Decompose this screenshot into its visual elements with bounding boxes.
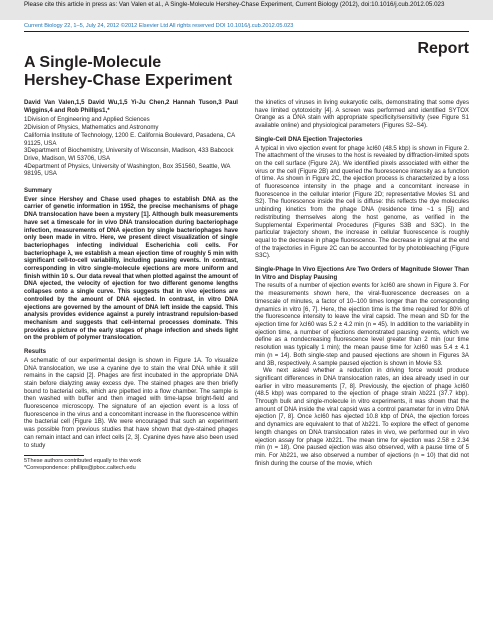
results-heading: Results <box>24 348 47 356</box>
results-paragraph-1: A schematic of our experimental design is shown in Figure 1A. To visualize DNA translocation, we use a cyanine dye to stain the viral DNA while it still remains in the capsid [2]. Phages are first incubated in the appropriate DNA stain before dialyzing away excess dye. The stained phages are then briefly bound to bacterial cells, which are pipetted into a flow chamber. The sample is then washed with buffer and then imaged with time-lapse bright-field and fluorescence microscopy. The signature of an ejection event is a loss of fluorescence in the virus and a concomitant increase in the fluorescence within the bacterial cell (Figure 1B). We were encouraged that such an experiment was possible from previous studies that have shown that dye-stained phages can remain intact and can infect cells [2, 3]. Cyanine dyes have also been used to study <box>24 356 238 449</box>
section-heading-in-vivo-slower: Single-Phage In Vivo Ejections Are Two Orders of Magnitude Slower Than In Vitro and Display Pausing <box>255 266 469 281</box>
right-paragraph-2: A typical in vivo ejection event for phage λcI60 (48.5 kbp) is shown in Figure 2. The attachment of the viruses to the host is revealed by diffraction-limited spots on the cell surface (Figure 2A). We identified pixels associated with either the virus or the cell (Figure 2B) and queried the fluorescence intensity as a function of time. As shown in Figure 2C, the ejection process is characterized by a loss of fluorescence intensity in the phage and a concomitant increase in fluorescence in the cellular interior (Figure 2D; representative Movies S1 and S2). The fluorescence inside the cell is diffuse: this reflects the dye molecules unbinding kinetics from the phage DNA (residence time ~1 s [5]) and redistributing themselves along the host genome, as verified in the Supplemental Experimental Procedures (Figures S3B and S3C). In the particular trajectory shown, the increase in cellular fluorescence is roughly equal to the decrease in phage fluorescence. The decrease in signal at the end of the trajectories in Figure 2C can be accounted for by photobleaching (Figure S3C). <box>255 144 469 260</box>
affiliation-5: 4Department of Physics, University of Washington, Box 351560, Seattle, WA 98195, USA <box>24 162 231 178</box>
article-title: A Single-Molecule Hershey-Chase Experiment <box>24 54 233 89</box>
summary-heading: Summary <box>24 187 52 195</box>
affiliation-1: 1Division of Engineering and Applied Sciences <box>24 116 150 124</box>
footnote-divider <box>24 455 84 456</box>
right-paragraph-3: The results of a number of ejection events for λcI60 are shown in Figure 3. For the measurements shown here, the viral-fluorescence decreases on a timescale of minutes, a factor of 10–100 times longer than the corresponding dynamics in vitro [6, 7]. Here, the ejection time is the time required for 80% of the fluorescence intensity to leave the viral capsid. The mean and SD for the ejection time for λcI60 was 5.2 ± 4.2 min (n = 45). In addition to the variability in ejection time, a number of ejections demonstrated pausing events, which we define as a nondecreasing fluorescence level greater than 2 min (our time resolution was typically 1 min); the mean pause time for λcI60 was 5.4 ± 4.1 min (n = 14). Both single-step and paused ejections are shown in Figures 3A and 3B, respectively. A sample paused ejection is shown in Movie S3. <box>255 282 469 367</box>
affiliation-2: 2Division of Physics, Mathematics and Astronomy <box>24 124 159 132</box>
affiliation-4: 3Department of Biochemistry, University of Wisconsin, Madison, 433 Babcock Drive, Madison, WI 53706, USA <box>24 147 234 162</box>
right-column <box>255 99 469 467</box>
citation-banner <box>0 0 493 20</box>
header-rule <box>24 31 469 32</box>
summary-text: Ever since Hershey and Chase used phages to establish DNA as the carrier of genetic information in 1952, the precise mechanisms of phage DNA translocation have been a mystery [1]. Although bulk measurements have set a timescale for in vivo DNA translocation during bacteriophage infection, measurements of DNA ejection by single bacteriophages have only been made in vitro. Here, we present direct visualization of single bacteriophages infecting individual Escherichia coli cells. For bacteriophage λ, we establish a mean ejection time of roughly 5 min with significant cell-to-cell variability, including pausing events. In contrast, corresponding in vitro single-molecule ejections are more uniform and finish within 10 s. Our data reveal that when plotted against the amount of DNA ejected, the velocity of ejection for two different genome lengths collapses onto a single curve. This suggests that in vivo ejections are controlled by the amount of DNA ejected. In contrast, in vitro DNA ejections are governed by the amount of DNA left inside the capsid. This analysis provides evidence against a purely intrastrand repulsion-based mechanism and suggests that cell-internal processes dominate. This provides a picture of the early stages of phage infection and sheds light on the problem of polymer translocation. <box>24 195 238 342</box>
footnote-correspondence: *Correspondence: phillips@pboc.caltech.edu <box>24 465 136 472</box>
footnote-equal-contribution: 5These authors contributed equally to this work <box>24 458 142 465</box>
section-heading-ejection-trajectories: Single-Cell DNA Ejection Trajectories <box>255 135 363 143</box>
citation-text: Please cite this article in press as: Van Valen et al., A Single-Molecule Hershey-Chase Experiment, Current Biology (2012), doi:10.1016/j.cub.2012.05.023 <box>24 1 445 8</box>
left-column <box>24 99 238 472</box>
affiliation-3: California Institute of Technology, 1200 E. California Boulevard, Pasadena, CA 91125, USA <box>24 131 235 147</box>
journal-line[interactable]: Current Biology 22, 1–5, July 24, 2012 ©2012 Elsevier Ltd All rights reserved DOI 10.1016/j.cub.2012.05.023 <box>24 23 294 29</box>
article-type: Report <box>417 40 469 57</box>
authors: David Van Valen,1,5 David Wu,1,5 Yi-Ju Chen,2 Hannah Tuson,3 Paul Wiggins,4 and Rob Phillips1,* <box>24 99 238 114</box>
right-paragraph-4: We next asked whether a reduction in driving force would produce significant differences in DNA translocation rates, an idea already used in our earlier in vitro measurements [7, 8]. Previously, the ejection of phage λcI60 (48.5 kbp) was compared to the ejection of phage strain λb221 (37.7 kbp). Through bulk and single-molecule in vitro experiments, it was shown that the amount of DNA inside the viral capsid was a control parameter for in vitro DNA ejection [7, 8]. Once λcI60 has ejected 10.8 kbp of DNA, the ejection forces and dynamics are equivalent to that of λb221. To explore the effect of genome length changes on DNA translocation rates in vivo, we performed our in vivo ejection assay for phage λb221. The mean time for ejection was 2.58 ± 2.34 min (n = 18). One paused ejection was also observed, with a pause time of 5 min. For λb221, we also observed a number of ejections (n = 10) that did not finish during the course of the movie, which <box>255 367 469 467</box>
right-paragraph-1: the kinetics of viruses in living eukaryotic cells, demonstrating that some dyes have limited cytotoxicity [4]. A screen was performed and identified SYTOX Orange as a DNA stain with appropriate specificity/sensitivity (see Figure S1 available online) and physiological parameters (Figures S2–S4). <box>255 99 469 130</box>
